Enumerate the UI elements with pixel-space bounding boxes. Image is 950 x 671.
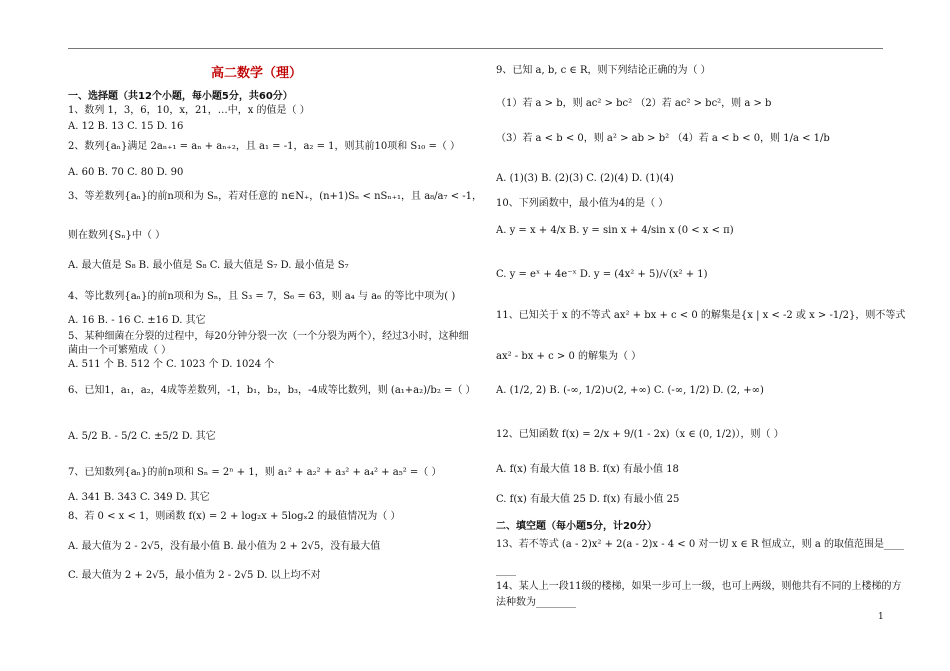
left-line-15: 7、已知数列{aₙ}的前n项和 Sₙ = 2ⁿ + 1，则 a₁² + a₂² + a₃² + a₄² + a₅² =（ ） [68,467,442,478]
left-line-19: C. 最大值为 2 + 2√5，最小值为 2 - 2√5 D. 以上均不对 [68,570,321,581]
right-line-3: A. (1)(3) B. (2)(3) C. (2)(4) D. (1)(4) [496,173,674,184]
left-line-16: A. 341 B. 343 C. 349 D. 其它 [68,492,210,503]
left-line-18: A. 最大值为 2 - 2√5，没有最小值 B. 最小值为 2 + 2√5，没有最大值 [68,541,381,552]
left-line-14: A. 5/2 B. - 5/2 C. ±5/2 D. 其它 [68,431,216,442]
right-line-6: C. y = eˣ + 4e⁻ˣ D. y = (4x² + 5)/√(x² + 1) [496,269,708,280]
left-line-5: 3、等差数列{aₙ}的前n项和为 Sₙ，若对任意的 n∈N₊，(n+1)Sₙ < nSₙ₊₁，且 a₈/a₇ < -1， [68,191,482,202]
left-line-17: 8、若 0 < x < 1，则函数 f(x) = 2 + log₂x + 5logₓ2 的最值情况为（ ） [68,511,401,522]
right-line-13: 二、填空题（每小题5分，计20分） [496,521,657,532]
left-line-6: 则在数列{Sₙ}中（ ） [68,230,166,241]
left-line-10: 5、某种细菌在分裂的过程中，每20分钟分裂一次（一个分裂为两个），经过3小时，这种细 [68,331,469,342]
left-line-7: A. 最大值是 S₈ B. 最小值是 S₈ C. 最大值是 S₇ D. 最小值是 S₇ [68,260,349,271]
left-line-0: 一、选择题（共12个小题，每小题5分，共60分） [68,91,293,102]
right-line-9: A. (1/2, 2) B. (-∞, 1/2)∪(2, +∞) C. (-∞, 1/2) D. (2, +∞) [496,385,764,396]
page-number: 1 [878,612,884,622]
right-line-12: C. f(x) 有最大值 25 D. f(x) 有最小值 25 [496,494,680,505]
left-line-8: 4、等比数列{aₙ}的前n项和为 Sₙ，且 S₃ = 7，S₆ = 63，则 a₄ 与 a₆ 的等比中项为( ) [68,291,456,302]
right-line-7: 11、已知关于 x 的不等式 ax² + bx + c < 0 的解集是{x | x < -2 或 x > -1/2}，则不等式 [496,310,906,321]
left-line-13: 6、已知1，a₁，a₂，4成等差数列，-1，b₁，b₂，b₃，-4成等比数列，则 (a₁+a₂)/b₂ =（ ） [68,385,476,396]
left-line-11: 菌由一个可繁殖成（ ） [68,345,172,356]
right-line-5: A. y = x + 4/x B. y = sin x + 4/sin x (0 < x < π) [496,225,734,236]
right-line-16: 14、某人上一段11级的楼梯，如果一步可上一级，也可上两级，则他共有不同的上楼梯的方 [496,581,902,592]
right-line-1: （1）若 a > b，则 ac² > bc² （2）若 ac² > bc²，则 a > b [496,98,772,109]
right-line-11: A. f(x) 有最大值 18 B. f(x) 有最小值 18 [496,464,679,475]
right-line-17: 法种数为________ [496,597,576,608]
right-line-0: 9、已知 a, b, c ∈ R，则下列结论正确的为（ ） [496,65,711,76]
left-line-1: 1、数列 1，3，6，10，x，21，…中，x 的值是（ ） [68,105,310,116]
right-line-2: （3）若 a < b < 0，则 a² > ab > b² （4）若 a < b < 0，则 1/a < 1/b [496,133,830,144]
right-line-14: 13、若不等式 (a - 2)x² + 2(a - 2)x - 4 < 0 对一切 x ∈ R 恒成立，则 a 的取值范围是____ [496,539,904,550]
right-line-10: 12、已知函数 f(x) = 2/x + 9/(1 - 2x)（x ∈ (0, 1/2)），则（ ） [496,429,784,440]
right-line-8: ax² - bx + c > 0 的解集为（ ） [496,351,642,362]
left-line-4: A. 60 B. 70 C. 80 D. 90 [68,167,184,178]
right-line-4: 10、下列函数中，最小值为4的是（ ） [496,198,669,209]
header-rule [68,48,883,49]
left-line-9: A. 16 B. - 16 C. ±16 D. 其它 [68,315,206,326]
page-title: 高二数学（理） [211,66,303,81]
left-line-3: 2、数列{aₙ}满足 2aₙ₊₁ = aₙ + aₙ₊₂，且 a₁ = -1，a₂ = 1，则其前10项和 S₁₀ =（ ） [68,141,461,152]
left-line-12: A. 511 个 B. 512 个 C. 1023 个 D. 1024 个 [68,359,275,370]
right-line-15: ____ [496,565,516,576]
left-line-2: A. 12 B. 13 C. 15 D. 16 [68,121,184,132]
